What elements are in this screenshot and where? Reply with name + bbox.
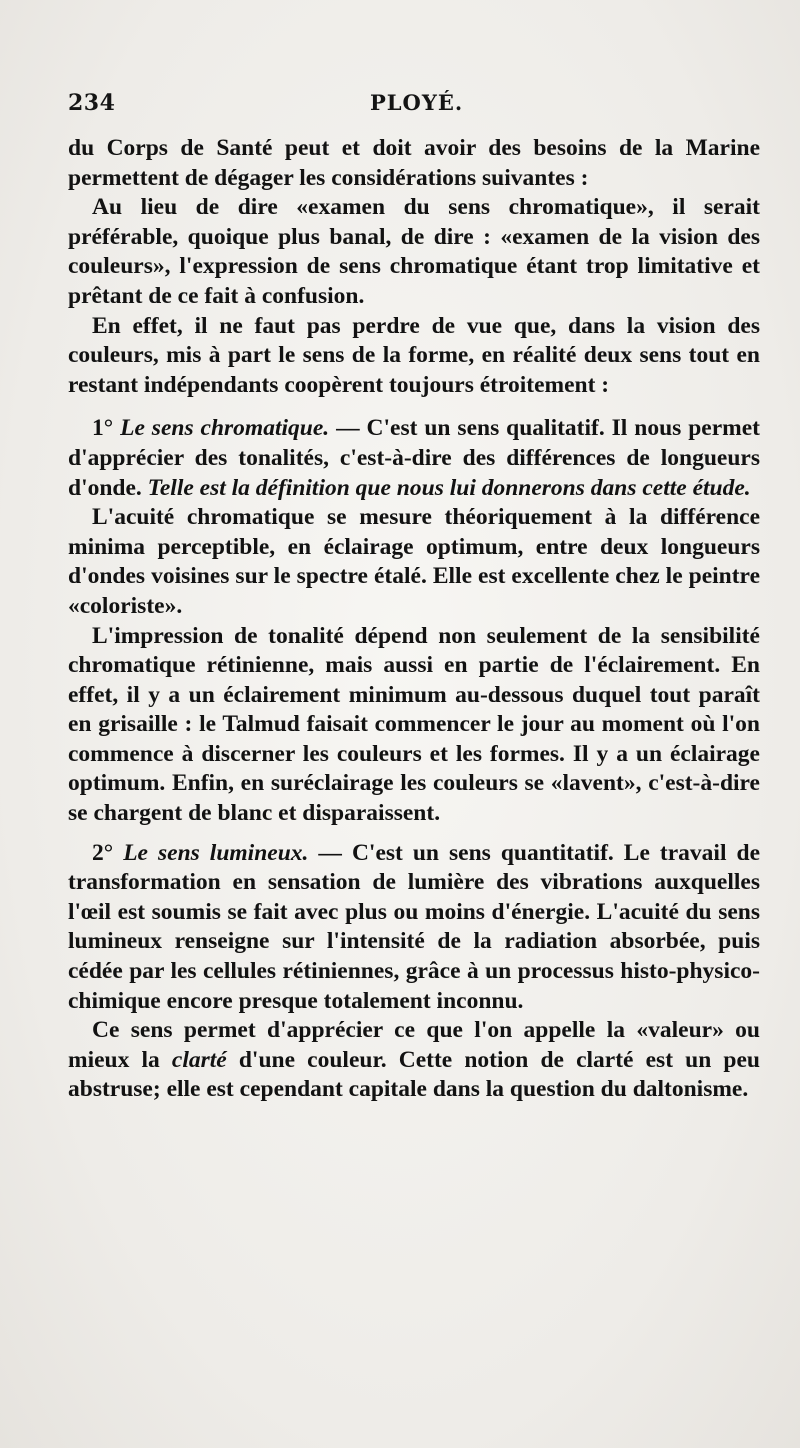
section-text-lumineux: — C'est un sens quantitatif. Le travail de transformation en sensation de lumière des vibrations auxquelles l'œil est soumis se fait avec plus ou moins d'énergie. L'acuité du sens lumineux renseigne sur l'intensité de la radiation absorbée, puis cédée par les cellules rétiniennes, grâce à un processus histo-physico-chimique encore presque totalement inconnu. <box>68 839 760 1014</box>
clarte-word: clarté <box>171 1046 227 1073</box>
paragraph-sens-chromatique <box>68 414 760 503</box>
paragraph-sens-lumineux <box>68 839 760 1017</box>
section-number-1: 1° <box>92 415 114 442</box>
paragraph-8-end: d'une couleur. Cette notion de clarté est un peu abstruse; elle est cependant capitale dans la question du daltonisme. <box>68 1046 760 1103</box>
page-number: 234 <box>68 90 116 116</box>
section-title-lumineux: Le sens lumineux. <box>123 839 309 866</box>
paragraph-8-start: Ce sens permet d'apprécier ce que l'on appelle la «valeur» ou mieux la <box>68 1017 760 1073</box>
section-number-2: 2° <box>92 839 114 866</box>
running-title: PLOYÉ. <box>370 90 464 115</box>
paragraph-3: En effet, il ne faut pas perdre de vue que, dans la vision des couleurs, mis à part le sens de la forme, en réalité deux sens tout en restant indépendants coopèrent toujours étroitement : <box>68 312 760 398</box>
section-title-chromatique: Le sens chromatique. <box>120 415 330 442</box>
paragraph-5: L'acuité chromatique se mesure théoriquement à la différence minima perceptible, en éclairage optimum, entre deux longueurs d'ondes voisines sur le spectre étalé. Elle est excellente chez le peintre «coloriste». <box>68 504 760 619</box>
paragraph-6: L'impression de tonalité dépend non seulement de la sensibilité chromatique rétinienne, mais aussi en partie de l'éclairement. En effet, il y a un éclairement minimum au-dessous duquel tout paraît en grisaille : le Talmud faisait commencer le jour au moment où l'on commence à discerner les couleurs et les formes. Il y a un éclairage optimum. Enfin, en suréclairage les couleurs se «lavent», c'est-à-dire se chargent de blanc et disparaissent. <box>68 622 760 827</box>
page-header <box>68 90 688 126</box>
paragraph-2: Au lieu de dire «examen du sens chromatique», il serait préférable, quoique plus banal, de dire : «examen de la vision des couleurs», l'expression de sens chromatique étant trop limitative et prêtant de ce fait à confusion. <box>68 194 760 309</box>
section-text-chromatique: — C'est un sens qualitatif. Il nous permet d'apprécier des tonalités, c'est-à-dire des différences de longueurs d'onde. <box>68 415 761 501</box>
paragraph-1: du Corps de Santé peut et doit avoir des besoins de la Marine permettent de dégager les considérations suivantes : <box>68 135 760 191</box>
paragraph-8 <box>68 1016 760 1105</box>
definition-note: Telle est la définition que nous lui donnerons dans cette étude. <box>147 474 751 501</box>
body-text <box>68 134 760 1105</box>
